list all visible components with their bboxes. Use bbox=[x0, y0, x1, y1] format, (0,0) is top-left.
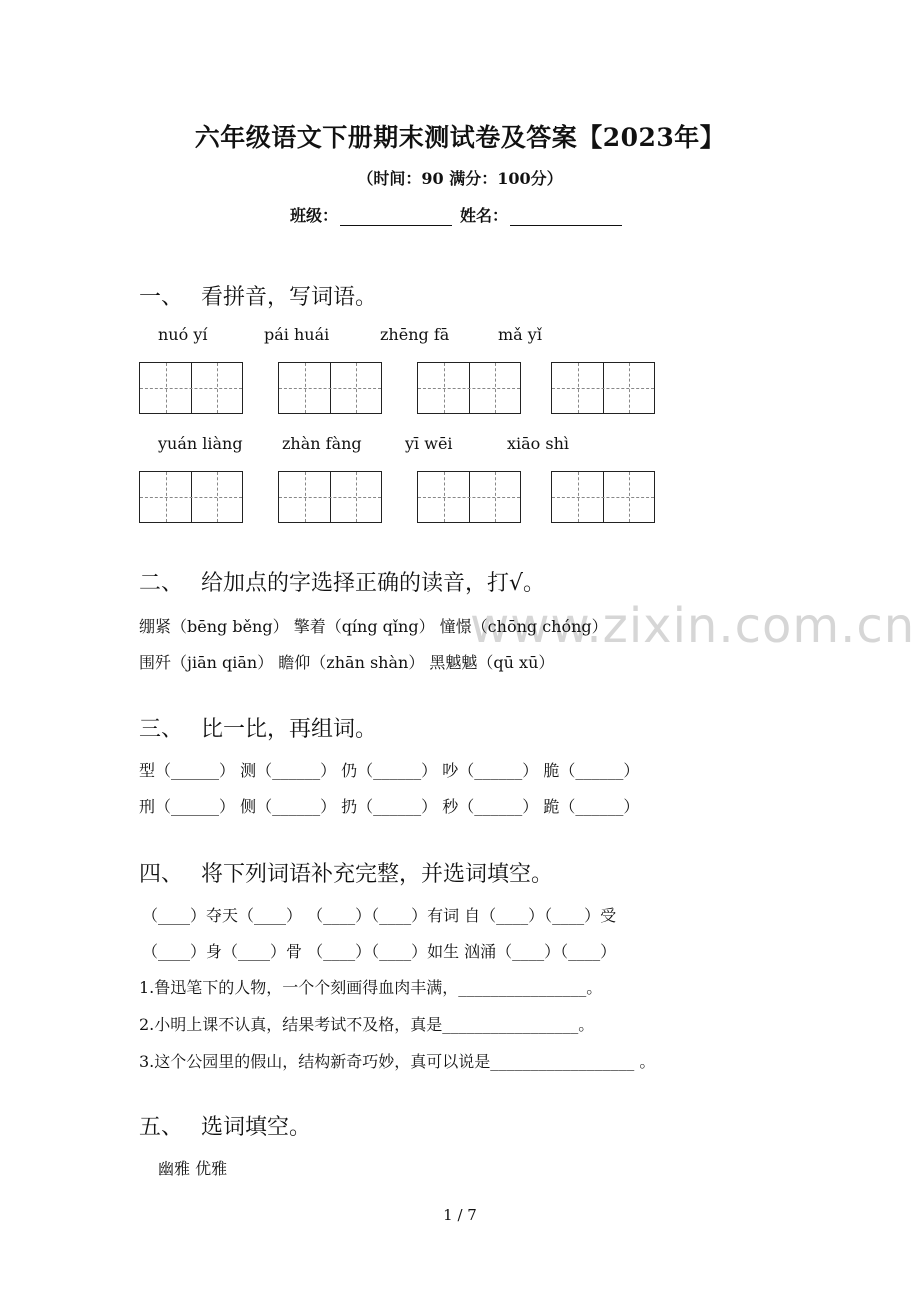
student-info-row bbox=[0, 203, 920, 226]
pinyin-1: nuó yí bbox=[158, 325, 208, 344]
class-label: 班级： bbox=[289, 206, 338, 225]
name-blank[interactable] bbox=[510, 209, 622, 226]
section5-heading: 五、 选词填空。 bbox=[139, 1115, 312, 1140]
compare-line-2: 刑（______） 侧（______） 扔（______） 秒（______） 跪（______） bbox=[139, 797, 640, 816]
pinyin-8: xiāo shì bbox=[507, 434, 570, 453]
writing-box[interactable] bbox=[417, 471, 521, 523]
pinyin-3: zhēng fā bbox=[380, 325, 450, 344]
watermark: www.zixin.com.cn bbox=[470, 598, 916, 654]
page-number: 1 / 7 bbox=[443, 1206, 477, 1224]
fill-question-3: 3.这个公园里的假山，结构新奇巧妙，真可以说是__________________ 。 bbox=[139, 1052, 656, 1071]
pronunciation-line-2: 围歼（jiān qiān） 瞻仰（zhān shàn） 黑魆魆（qū xū） bbox=[139, 653, 555, 672]
writing-box[interactable] bbox=[551, 471, 655, 523]
pinyin-2: pái huái bbox=[264, 325, 330, 344]
fill-question-1: 1.鲁迅笔下的人物，一个个刻画得血肉丰满，________________。 bbox=[139, 978, 603, 997]
page-title: 六年级语文下册期末测试卷及答案【2023年】 bbox=[194, 123, 726, 152]
class-blank[interactable] bbox=[340, 209, 452, 226]
writing-box[interactable] bbox=[278, 362, 382, 414]
fill-question-2: 2.小明上课不认真，结果考试不及格，真是_________________。 bbox=[139, 1015, 595, 1034]
writing-box[interactable] bbox=[139, 471, 243, 523]
pinyin-7: yī wēi bbox=[405, 434, 453, 453]
writing-box[interactable] bbox=[551, 362, 655, 414]
section3-heading: 三、 比一比，再组词。 bbox=[139, 717, 378, 742]
pinyin-6: zhàn fàng bbox=[282, 434, 362, 453]
idiom-line-2: （____）身（____）骨 （____）（____）如生 汹涌（____）（____） bbox=[142, 942, 617, 961]
section1-heading: 一、 看拼音，写词语。 bbox=[139, 285, 378, 310]
pinyin-4: mǎ yǐ bbox=[498, 325, 542, 344]
writing-box[interactable] bbox=[278, 471, 382, 523]
section4-heading: 四、 将下列词语补充完整，并选词填空。 bbox=[139, 862, 554, 887]
idiom-line-1: （____）夺天（____） （____）（____）有词 自（____）（____）受 bbox=[142, 906, 617, 925]
writing-box[interactable] bbox=[417, 362, 521, 414]
pronunciation-line-1: 绷紧（bēng běng） 擎着（qíng qǐng） 憧憬（chōng chóng） bbox=[139, 617, 608, 636]
writing-box[interactable] bbox=[139, 362, 243, 414]
word-choices: 幽雅 优雅 bbox=[158, 1159, 228, 1178]
pinyin-5: yuán liàng bbox=[158, 434, 243, 453]
name-label: 姓名： bbox=[460, 206, 509, 225]
section2-heading: 二、 给加点的字选择正确的读音，打√。 bbox=[139, 571, 546, 596]
compare-line-1: 型（______） 测（______） 仍（______） 吵（______） 脆（______） bbox=[139, 761, 640, 780]
exam-info: （时间：90 满分：100分） bbox=[357, 169, 563, 188]
